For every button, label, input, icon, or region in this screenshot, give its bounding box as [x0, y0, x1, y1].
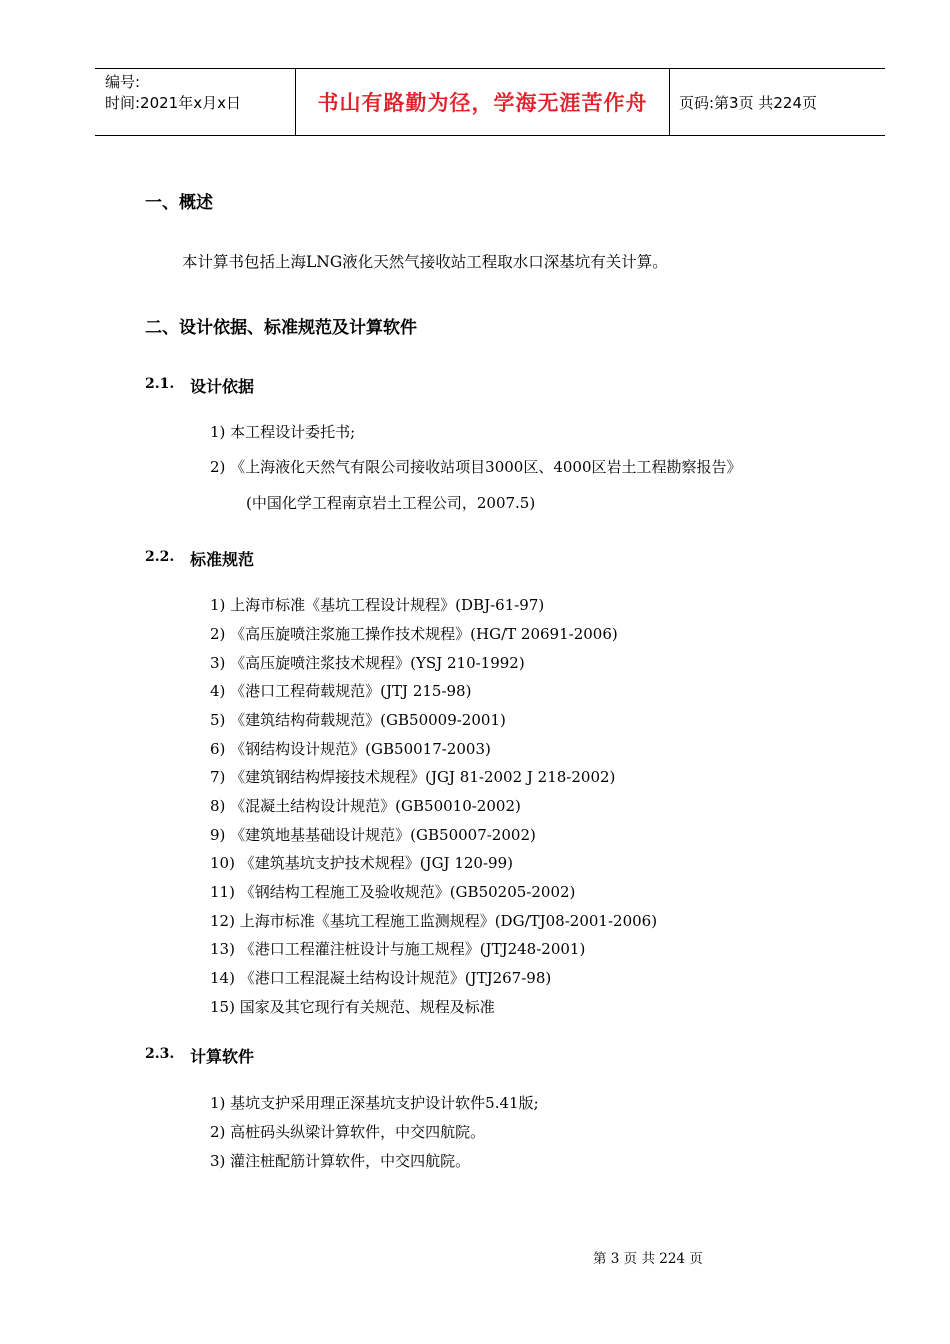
document-time-label: 时间:2021年x月x日	[105, 94, 241, 112]
standard-item: 12) 上海市标准《基坑工程施工监测规程》(DG/TJ08-2001-2006)	[210, 912, 658, 930]
page-footer: 第 3 页 共 224 页	[593, 1251, 703, 1267]
standard-item: 10) 《建筑基坑支护技术规程》(JGJ 120-99)	[210, 854, 513, 872]
standard-item: 7) 《建筑钢结构焊接技术规程》(JGJ 81-2002 J 218-2002)	[210, 768, 616, 786]
standard-item: 14) 《港口工程混凝土结构设计规范》(JTJ267-98)	[210, 969, 552, 987]
section-2-title: 二、设计依据、标准规范及计算软件	[145, 318, 417, 338]
standard-item: 13) 《港口工程灌注桩设计与施工规程》(JTJ248-2001)	[210, 940, 586, 958]
basis-item: 2) 《上海液化天然气有限公司接收站项目3000区、4000区岩土工程勘察报告》	[210, 458, 742, 476]
section-1-title: 一、概述	[145, 193, 213, 213]
header-left-cell	[105, 72, 241, 114]
standard-item: 15) 国家及其它现行有关规范、规程及标准	[210, 998, 495, 1016]
software-item: 3) 灌注桩配筋计算软件，中交四航院。	[210, 1152, 471, 1170]
standard-item: 8) 《混凝土结构设计规范》(GB50010-2002)	[210, 797, 521, 815]
software-item: 2) 高桩码头纵梁计算软件，中交四航院。	[210, 1123, 486, 1141]
header-page-info: 页码:第3页 共224页	[679, 93, 817, 112]
standard-item: 4) 《港口工程荷载规范》(JTJ 215-98)	[210, 682, 472, 700]
basis-item: 1) 本工程设计委托书;	[210, 423, 356, 441]
standard-item: 6) 《钢结构设计规范》(GB50017-2003)	[210, 740, 491, 758]
header-table	[95, 68, 885, 136]
standard-item: 1) 上海市标准《基坑工程设计规程》(DBJ-61-97)	[210, 596, 545, 614]
subsection-2-2-number: 2.2.	[145, 549, 175, 565]
header-divider-right	[669, 68, 670, 136]
header-motto: 书山有路勤为径，学海无涯苦作舟	[317, 91, 648, 115]
software-item: 1) 基坑支护采用理正深基坑支护设计软件5.41版;	[210, 1094, 539, 1112]
section-1-paragraph: 本计算书包括上海LNG液化天然气接收站工程取水口深基坑有关计算。	[182, 253, 668, 271]
subsection-2-1-number: 2.1.	[145, 376, 175, 392]
subsection-2-1-title: 设计依据	[190, 377, 255, 396]
standard-item: 5) 《建筑结构荷载规范》(GB50009-2001)	[210, 711, 506, 729]
standard-item: 9) 《建筑地基基础设计规范》(GB50007-2002)	[210, 826, 536, 844]
subsection-2-3-number: 2.3.	[145, 1046, 175, 1062]
standard-item: 2) 《高压旋喷注浆施工操作技术规程》(HG/T 20691-2006)	[210, 625, 618, 643]
subsection-2-3-title: 计算软件	[190, 1047, 255, 1066]
basis-item-note: (中国化学工程南京岩土工程公司，2007.5)	[246, 494, 536, 512]
standard-item: 3) 《高压旋喷注浆技术规程》(YSJ 210-1992)	[210, 654, 525, 672]
document-number-label: 编号:	[105, 73, 141, 91]
subsection-2-2-title: 标准规范	[190, 550, 255, 569]
standard-item: 11) 《钢结构工程施工及验收规范》(GB50205-2002)	[210, 883, 576, 901]
